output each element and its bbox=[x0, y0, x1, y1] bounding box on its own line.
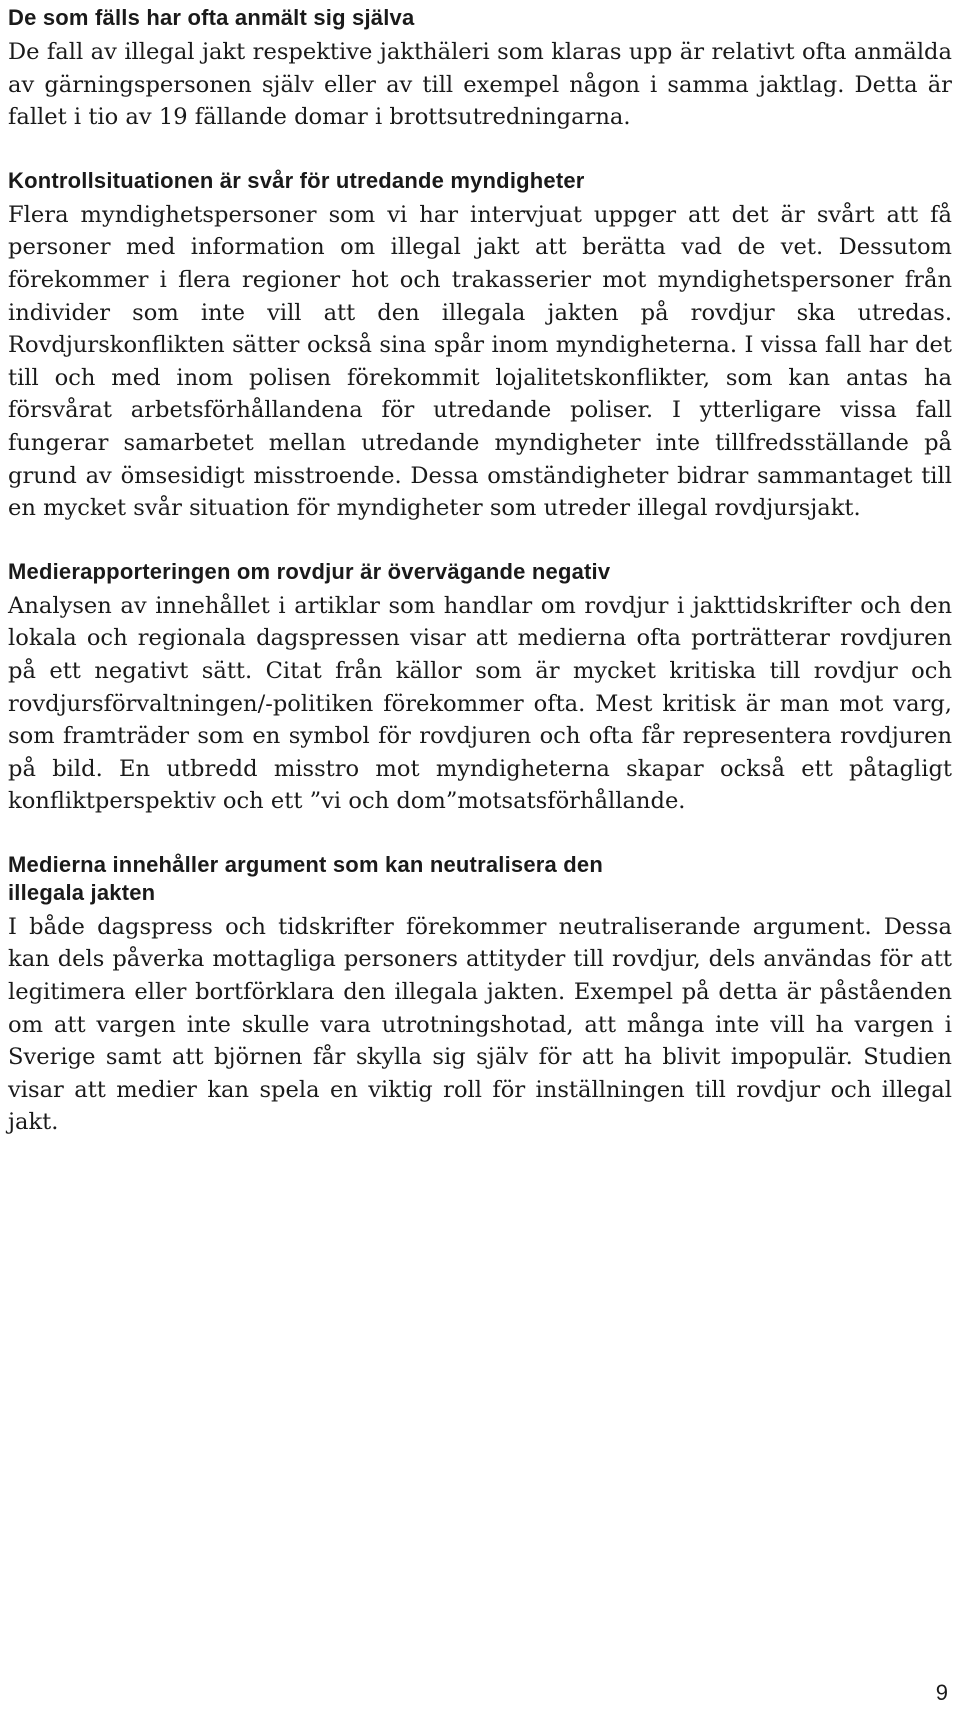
section-heading: Kontrollsituationen är svår för utredande myndigheter bbox=[8, 167, 585, 193]
section-media-reporting bbox=[8, 558, 952, 818]
page-number: 9 bbox=[935, 1680, 948, 1705]
section-body: Analysen av innehållet i artiklar som handlar om rovdjur i jakttidskrifter och den lokala och regionala dagspressen visar att medierna ofta porträtterar rovdjuren på ett negativt sätt. Citat från källor som är mycket kritiska till rovdjur och rovdjursförvaltningen/-politiken förekommer ofta. Mest kritisk är man mot varg, som framträder som en symbol för rovdjuren och ofta får representera rovdjuren på bild. En utbredd misstro mot myndigheterna skapar också ett påtagligt konfliktperspektiv och ett ”vi och dom”motsatsförhållande. bbox=[8, 592, 952, 815]
section-body: I både dagspress och tidskrifter förekommer neutraliserande argument. Dessa kan dels påverka mottagliga personers attityder till rovdjur, dels användas för att legitimera eller bortförklara den illegala jakten. Exempel på detta är påståenden om att vargen inte skulle vara utrotningshotad, att många inte vill ha vargen i Sverige samt att björnen får skylla sig själv för att ha blivit impopulär. Studien visar att medier kan spela en viktig roll för inställningen till rovdjur och illegal jakt. bbox=[8, 913, 952, 1136]
section-self-reported bbox=[8, 4, 952, 134]
section-heading: De som fälls har ofta anmält sig själva bbox=[8, 5, 415, 30]
section-heading: Medierapporteringen om rovdjur är övervägande negativ bbox=[8, 558, 611, 584]
section-body: De fall av illegal jakt respektive jakthäleri som klaras upp är relativt ofta anmälda av gärningspersonen själv eller av till exempel någon i samma jaktlag. Detta är fallet i tio av 19 fällande domar i brottsutredningarna. bbox=[8, 39, 952, 131]
section-neutralizing-arguments bbox=[8, 851, 952, 1139]
document-page bbox=[8, 4, 952, 1172]
section-body: Flera myndighetspersoner som vi har intervjuat uppger att det är svårt att få personer med information om illegal jakt att berätta vad de vet. Dessutom förekommer i flera regioner hot och trakasserier mot myndighetspersoner från individer som inte vill att den illegala jakten på rovdjur ska utredas. Rovdjurskonflikten sätter också sina spår inom myndigheterna. I vissa fall har det till och med inom polisen förekommit lojalitetskonflikter, som kan antas ha försvårat arbetsförhållandena för utredande poliser. I ytterligare vissa fall fungerar samarbetet mellan utredande myndigheter inte tillfredsställande på grund av ömsesidigt misstroende. Dessa omständigheter bidrar sammantaget till en mycket svår situation för myndigheter som utreder illegal rovdjursjakt. bbox=[8, 201, 952, 522]
section-heading: Medierna innehåller argument som kan neutralisera den illegala jakten bbox=[8, 851, 603, 905]
section-control-situation bbox=[8, 167, 952, 525]
